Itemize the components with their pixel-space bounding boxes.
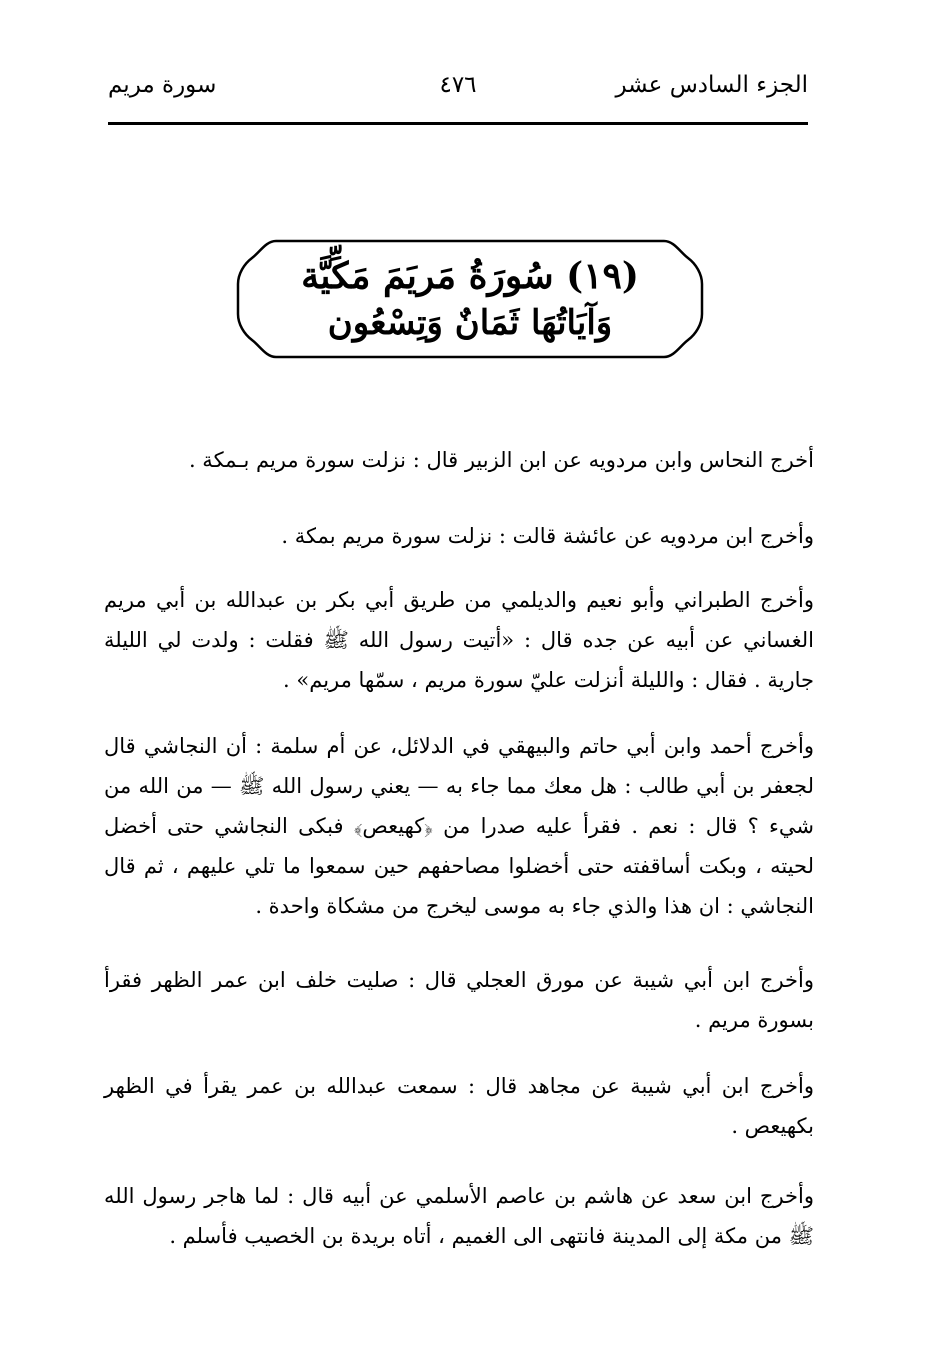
running-header — [108, 72, 808, 112]
part-label: الجزء السادس عشر — [615, 72, 808, 98]
paragraph-1: أخرج النحاس وابن مردويه عن ابن الزبير قال : نزلت سورة مريم بـمكة . — [188, 448, 814, 472]
paragraph-3: وأخرج الطبراني وأبو نعيم والديلمي من طريق أبي بكر بن عبدالله بن أبي مريم الغساني عن أبيه عن جده قال : «أتيت رسول الله ﷺ فقلت : ولدت لي الليلة جارية . فقال : والليلة أنزلت عليّ سورة مريم ، سمّها مريم» . — [104, 588, 814, 692]
paragraph-4: وأخرج أحمد وابن أبي حاتم والبيهقي في الدلائل، عن أم سلمة : أن النجاشي قال لجعفر بن أبي طالب : هل معك مما جاء به — يعني رسول الله ﷺ — من الله من شيء ؟ قال : نعم . فقرأ عليه صدرا من ﴿كهيعص﴾ فبكى النجاشي حتى أخضل لحيته ، وبكت أساقفته حتى أخضلوا مصاحفهم حين سمعوا ما تلي عليهم ، ثم قال النجاشي : ان هذا والذي جاء به موسى ليخرج من مشكاة واحدة . — [104, 734, 815, 918]
paragraph-7: وأخرج ابن سعد عن هاشم بن عاصم الأسلمي عن أبيه قال : لما هاجر رسول الله ﷺ من مكة إلى المدينة فانتهى الى الغميم ، أتاه بريدة بن الخصيب فأسلم . — [104, 1184, 814, 1248]
surah-title-cartouche — [236, 238, 704, 360]
paragraph-2: وأخرج ابن مردويه عن عائشة قالت : نزلت سورة مريم بمكة . — [281, 524, 814, 548]
page-number: ٤٧٦ — [439, 72, 477, 98]
paragraph-5: وأخرج ابن أبي شيبة عن مورق العجلي قال : صليت خلف ابن عمر الظهر فقرأ بسورة مريم . — [104, 968, 814, 1032]
surah-label: سورة مريم — [108, 72, 217, 98]
surah-verse-count: وَآيَاتُهَا ثَمَانٌ وَتِسْعُون — [327, 303, 613, 343]
header-rule — [108, 122, 808, 125]
paragraph-6: وأخرج ابن أبي شيبة عن مجاهد قال : سمعت عبدالله بن عمر يقرأ في الظهر بكهيعص . — [104, 1074, 814, 1138]
surah-title: (١٩) سُورَةُ مَريَمَ مَكِّيَّة — [301, 255, 639, 297]
